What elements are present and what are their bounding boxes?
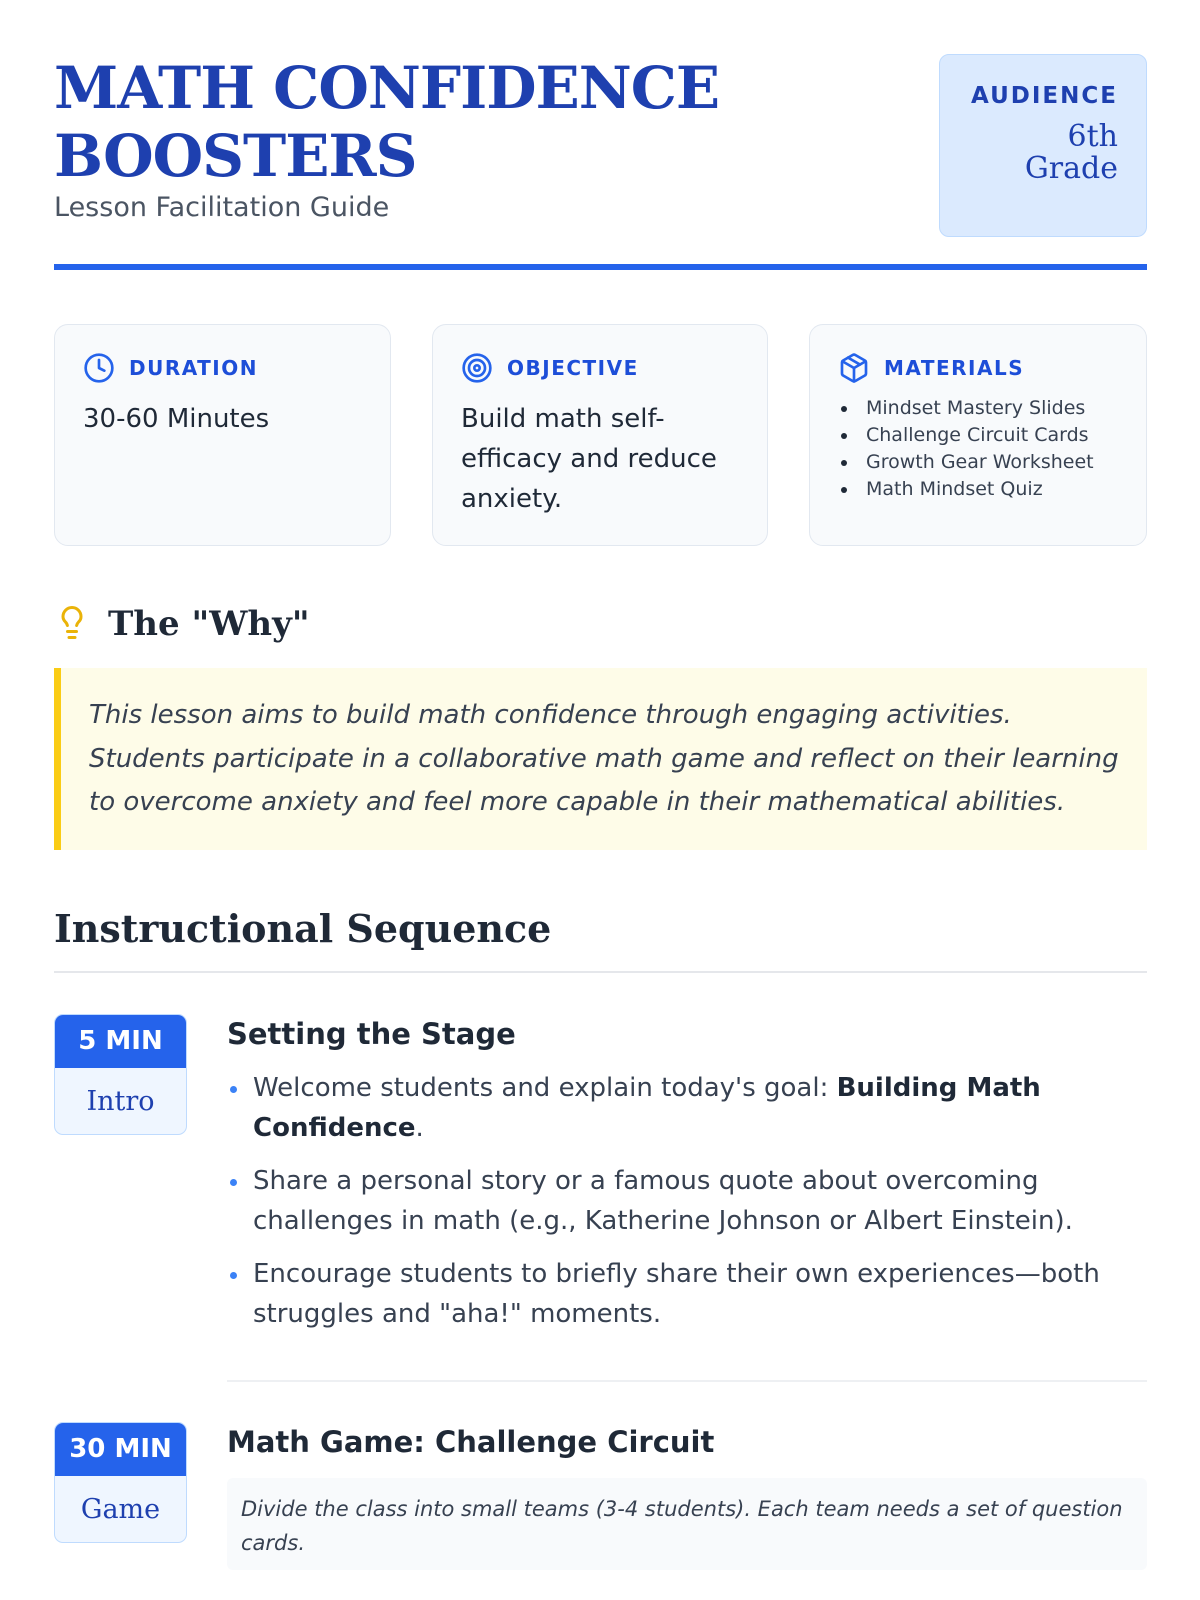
- target-icon: [461, 352, 493, 384]
- audience-value: [940, 121, 1118, 185]
- materials-label: MATERIALS: [884, 356, 1025, 380]
- list-item: Challenge Circuit Cards: [838, 422, 1120, 449]
- audience-badge: [939, 54, 1147, 237]
- sequence-divider: [54, 971, 1147, 973]
- page-subtitle: Lesson Facilitation Guide: [54, 192, 390, 223]
- bullet-text: Welcome students and explain today's goal:: [253, 1073, 837, 1103]
- why-callout: [54, 668, 1147, 850]
- materials-list: [838, 395, 1120, 503]
- list-item: Math Mindset Quiz: [838, 476, 1120, 503]
- lesson-guide-page: [54, 0, 1147, 1600]
- step-title: Math Game: Challenge Circuit: [227, 1425, 715, 1459]
- audience-label: AUDIENCE: [971, 83, 1118, 109]
- step-note-text: Divide the class into small teams (3-4 students). Each team needs a set of question cards.: [241, 1497, 1123, 1555]
- header: [54, 54, 1147, 272]
- time-phase: Intro: [86, 1086, 155, 1117]
- box-icon: [838, 352, 870, 384]
- page-title: [54, 54, 719, 190]
- list-item: Growth Gear Worksheet: [838, 449, 1120, 476]
- list-item: [227, 1068, 1147, 1148]
- step-title: Setting the Stage: [227, 1017, 516, 1051]
- objective-value: Build math self-efficacy and reduce anxiety.: [461, 404, 717, 514]
- list-item: Encourage students to briefly share their own experiences—both struggles and "aha!" moments.: [227, 1254, 1147, 1334]
- header-divider: [54, 264, 1147, 270]
- duration-card-header: [83, 351, 364, 385]
- list-item: Share a personal story or a famous quote about overcoming challenges in math (e.g., Katherine Johnson or Albert Einstein).: [227, 1161, 1147, 1241]
- sequence-title: Instructional Sequence: [54, 906, 552, 951]
- duration-label: DURATION: [129, 356, 258, 380]
- bullet-emphasis: Building Math Confidence: [253, 1073, 1041, 1143]
- objective-card: [432, 324, 768, 546]
- duration-card: [54, 324, 391, 546]
- lightbulb-icon: [54, 604, 90, 644]
- step-note: [227, 1478, 1147, 1570]
- title-line-1: MATH CONFIDENCE: [54, 54, 720, 122]
- materials-card: [809, 324, 1147, 546]
- bullet-end: .: [415, 1113, 424, 1143]
- time-phase: Game: [80, 1494, 161, 1525]
- objective-label: OBJECTIVE: [507, 356, 639, 380]
- step-bullets: [227, 1068, 1147, 1334]
- why-header: [54, 604, 310, 644]
- info-cards: [54, 324, 1147, 546]
- objective-card-header: [461, 351, 741, 385]
- step-body: [227, 1014, 1147, 1347]
- time-badge: [54, 1422, 187, 1543]
- duration-value: 30-60 Minutes: [83, 404, 270, 434]
- step-body: [227, 1422, 1147, 1570]
- audience-value-line-1: 6th: [1067, 119, 1118, 154]
- list-item: Mindset Mastery Slides: [838, 395, 1120, 422]
- audience-value-line-2: Grade: [1024, 151, 1118, 186]
- clock-icon: [83, 352, 115, 384]
- time-badge: [54, 1014, 187, 1135]
- why-title: The "Why": [108, 604, 310, 644]
- time-duration: 5 MIN: [55, 1015, 186, 1068]
- step-divider: [227, 1380, 1147, 1382]
- materials-card-header: [838, 351, 1120, 385]
- title-line-2: BOOSTERS: [54, 122, 417, 190]
- why-text: This lesson aims to build math confidence through engaging activities. Students participate in a collaborative math game and reflect on their learning to overcome anxiety and feel more capable in their mathematical abilities.: [89, 700, 1119, 817]
- time-duration: 30 MIN: [55, 1423, 186, 1476]
